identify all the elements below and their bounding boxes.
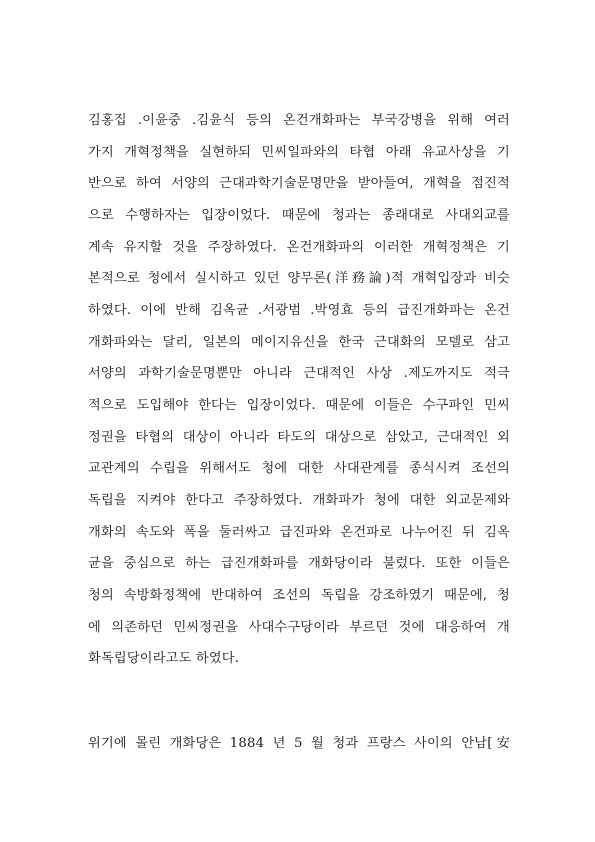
text-line: 균을 중심으로 하는 급진개화파를 개화당이라 불렀다. 또한 이들은 [88,556,510,571]
text-line: 가지 개혁정책을 실현하되 민씨일파와의 타협 아래 유교사상을 기 [88,145,510,160]
text-line: 김홍집 .이윤중 .김윤식 등의 온건개화파는 부국강병을 위해 여러 [88,113,510,128]
text-line: 계속 유지할 것을 주장하였다. 온건개화파의 이러한 개혁정책은 기 [88,240,510,255]
text-line: 교관계의 수립을 위해서도 청에 대한 사대관계를 종식시켜 조선의 [88,461,510,476]
text-line: 서양의 과학기술문명뿐만 아니라 근대적인 사상 .제도까지도 적극 [88,366,510,381]
text-line: 에 의존하던 민씨정권을 사대수구당이라 부르던 것에 대응하여 개 [88,620,510,635]
text-line: 하였다. 이에 반해 김옥균 .서광범 .박영효 등의 급진개화파는 온건 [88,303,510,318]
text-line: 개화파와는 달리, 일본의 메이지유신을 한국 근대화의 모델로 삼고 [88,335,510,350]
text-line: 정권을 타협의 대상이 아니라 타도의 대상으로 삼았고, 근대적인 외 [88,430,510,445]
text-line: 반으로 하여 서양의 근대과학기술문명만을 받아들여, 개혁을 점진적 [88,176,510,191]
text-line: 청의 속방화정책에 반대하여 조선의 독립을 강조하였기 때문에, 청 [88,588,510,603]
text-line: 개화의 속도와 폭을 둘러싸고 급진파와 온건파로 나누어진 뒤 김옥 [88,525,510,540]
text-line: 으로 수행하자는 입장이었다. 때문에 청과는 종래대로 사대외교를 [88,208,510,223]
text-line: 위기에 몰린 개화당은 1884 년 5 월 청과 프랑스 사이의 안남[安 [88,736,510,751]
text-line: 적으로 도입해야 한다는 입장이었다. 때문에 이들은 수구파인 민씨 [88,398,510,413]
text-line: 본적으로 청에서 실시하고 있던 양무론(洋務論)적 개혁입장과 비슷 [88,271,510,286]
text-line: 화독립당이라고도 하였다. [88,651,240,666]
text-line: 독립을 지켜야 한다고 주장하였다. 개화파가 청에 대한 외교문제와 [88,493,510,508]
